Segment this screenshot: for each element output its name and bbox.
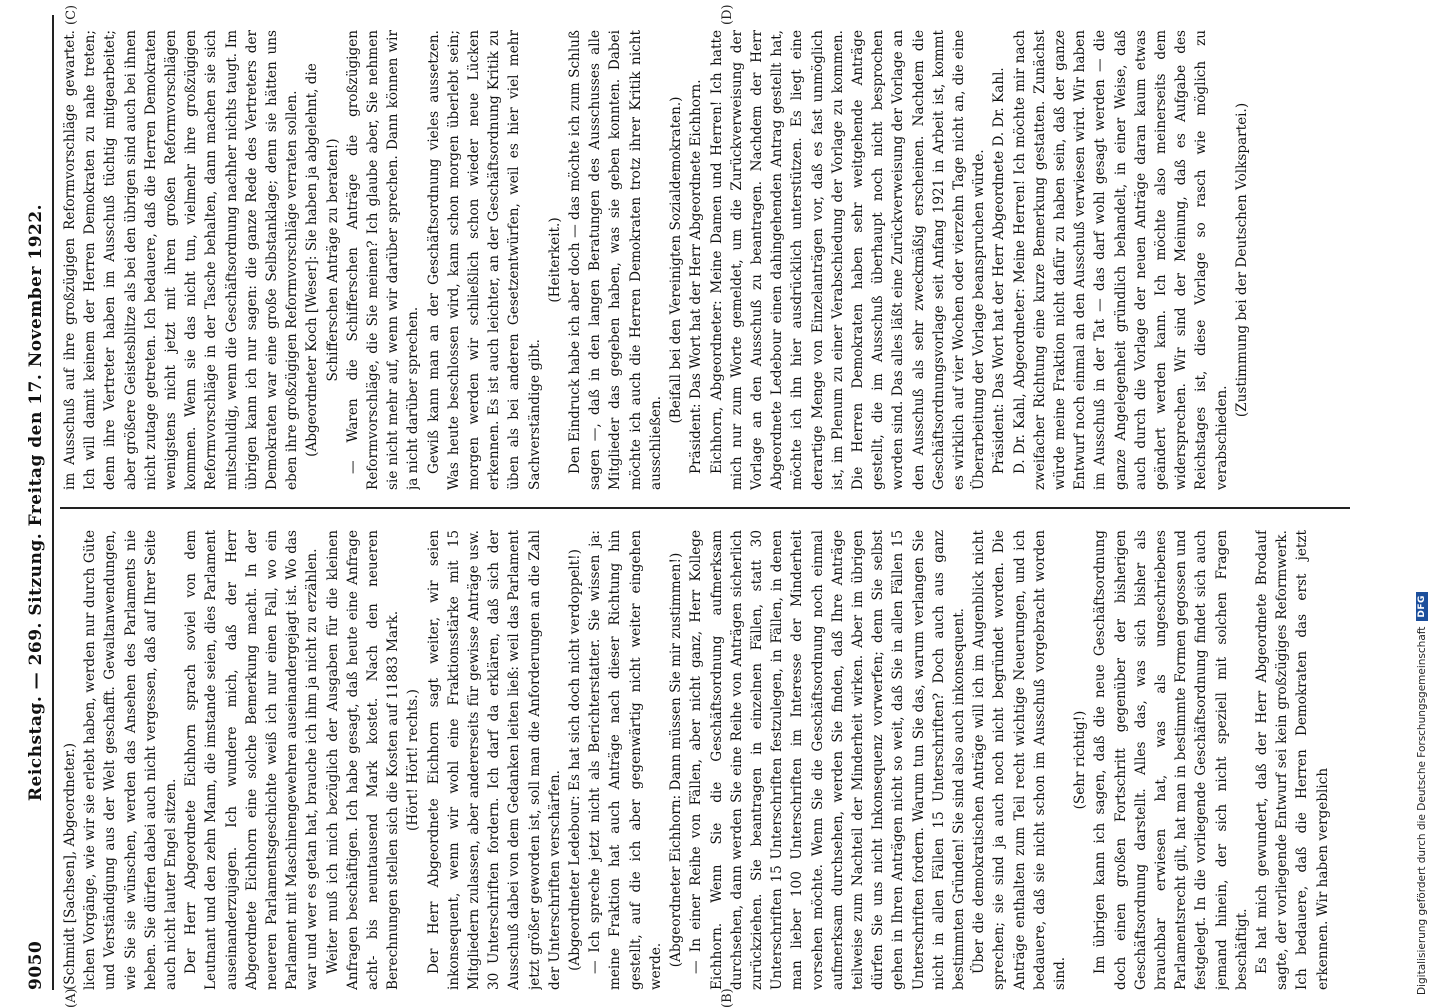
right-column-paragraph: Eichhorn, Abgeordneter: Meine Damen und Herren! Ich hatte mich nur zum Worte gemeldet, um die Zurückverweisung der Vorlage an den Ausschuß zu beantragen. Nachdem der Herr Abgeordnete Ledebour einen dahingehenden Antrag gestellt hat, möchte ich ihn hier ausdrücklich unterstützen. Es liegt eine derartige Menge von Einzelanträgen vor, daß es fast unmöglich ist, im Plenum zu einer Verabschiedung der Vorlage zu kommen. Die Herren Demokraten haben sehr weitgehende Anträge gestellt, die im Ausschuß überhaupt noch nicht besprochen worden sind. Das alles läßt eine Zurückverweisung der Vorlage an den Ausschuß als sehr zweckmäßig erscheinen. Nachdem die Geschäftsordnungsvorlage seit Anfang 1921 in Arbeit ist, kommt es wirklich auf vier Wochen oder vierzehn Tage nicht an, die eine Überarbeitung der Vorlage beanspruchen würde.: [708, 30, 988, 490]
left-column-paragraph: Über die demokratischen Anträge will ich im Augenblick nicht sprechen; sie sind ja auch noch nicht begründet worden. Die Anträge enthalten zum Teil recht wichtige Neuerungen, und ich bedauere, daß sie nicht schon im Ausschuß vorgebracht worden sind.: [971, 530, 1068, 990]
right-column: [60, 30, 1360, 490]
running-head: [20, 15, 50, 990]
right-column-paragraph: D. Dr. Kahl, Abgeordneter: Meine Herren! Ich möchte mir nach zweifacher Richtung eine kurze Bemerkung gestatten. Zunächst würde meine Fraktion nicht dafür zu haben sein, daß der ganze Entwurf noch einmal an den Ausschuß verwiesen wird. Wir haben im Ausschuß in der Tat — das darf wohl gesagt werden — die ganze Angelegenheit gründlich behandelt, in einer Weise, daß auch durch die Vorlage der neuen Anträge daran kaum etwas geändert werden kann. Ich möchte also meinerseits dem widersprechen. Wir sind der Meinung, daß es Aufgabe des Reichstages ist, diese Vorlage so rasch wie möglich zu verabschieden.: [1011, 30, 1230, 490]
left-column-paragraph: Im übrigen kann ich sagen, daß die neue Geschäftsordnung doch einen großen Fortschritt gegenüber der bisherigen Geschäftsordnung darstellt. Alles das, was sich bisher als brauchbar erwiesen hat, was als ungeschriebenes Parlamentsrecht gilt, hat man in bestimmte Formen gegossen und festgelegt. In die vorliegende Geschäftsordnung findet sich auch jemand hinein, der sich nicht speziell mit solchen Fragen beschäftigt.: [1092, 530, 1250, 990]
right-column-paragraph: (Beifall bei den Vereinigten Sozialdemokraten.): [668, 96, 685, 424]
digitization-credit: [1416, 592, 1428, 995]
left-column-paragraph: Es hat mich gewundert, daß der Herr Abgeordnete Brodauf sagte, der vorliegende Entwurf sei kein großzügiges Reformwerk. Ich bedauere, daß die Herren Demokraten das erst jetzt erkennen. Wir haben vergeblich: [1253, 530, 1331, 990]
page-number: 9050: [26, 940, 46, 990]
credit-text: Digitalisierung gefördert durch die Deutsche Forschungsgemeinschaft: [1416, 626, 1428, 995]
left-column-paragraph: (Abgeordneter Eichhorn: Dann müssen Sie mir zustimmen!): [668, 552, 685, 968]
column-separator: [60, 507, 1350, 509]
left-column-paragraph: lichen Vorgänge, wie wir sie erlebt haben, werden nur durch Güte und Verständigung aus der Welt geschafft. Gewaltanwendungen, wie Sie sie wünschen, werden das Ansehen des Parlaments nie heben. Sie dürfen dabei auch nicht vergessen, daß auf Ihrer Seite auch nicht lauter Engel sitzen.: [82, 530, 180, 990]
left-column: [60, 530, 1360, 990]
header-rule: [52, 15, 54, 990]
margin-marker-d: (D): [720, 4, 735, 25]
left-column-paragraph: Weiter muß ich mich bezüglich der Ausgaben für die kleinen Anfragen beschäftigen. Ich habe gesagt, daß heute eine Anfrage acht- bis neuntausend Mark kostet. Nach den neueren Berechnungen stellen sich die Kosten auf 11883 Mark.: [324, 530, 402, 990]
right-column-paragraph: — Waren die Schifferschen Anträge die großzügigen Reformvorschläge, die Sie meinen? Ich glaube aber, Sie nehmen sie nicht mehr auf, wenn wir darüber sprechen. Dann können wir ja nicht darüber sprechen.: [344, 30, 422, 490]
left-column-paragraph: (Abgeordneter Ledebour: Es hat sich doch nicht verdoppelt!): [567, 549, 584, 971]
right-column-paragraph: (Zustimmung bei der Deutschen Volkspartei.): [1233, 102, 1250, 418]
right-column-paragraph: Präsident: Das Wort hat der Herr Abgeordnete Eichhorn.: [688, 79, 705, 474]
margin-marker-c: (C): [64, 4, 79, 25]
right-column-paragraph: Den Eindruck habe ich aber doch — das möchte ich zum Schluß sagen —, daß in den langen Beratungen des Ausschusses alle Mitglieder das gegeben haben, was sie geben konnten. Dabei möchte ich auch die Herren Demokraten trotz ihrer Kritik nicht ausschließen.: [567, 30, 664, 490]
left-column-paragraph: (Schmidt [Sachsen], Abgeordneter.): [62, 742, 78, 990]
left-column-paragraph: (Sehr richtig!): [1072, 710, 1089, 810]
margin-marker-a: (A): [64, 988, 79, 1008]
left-column-paragraph: — Ich spreche jetzt nicht als Berichterstatter. Sie wissen ja: meine Fraktion hat auch Anträge nach dieser Richtung hin gestellt, auf die ich aber gegenwärtig nicht weiter eingehen werde.: [587, 530, 664, 990]
left-column-paragraph: Der Herr Abgeordnete Eichhorn sagt weiter, wir seien inkonsequent, wenn wir wohl eine Fraktionsstärke mit 15 Mitgliedern zulassen, aber andererseits für gewisse Anträge usw. 30 Unterschriften fordern. Ich darf da erklären, daß sich der Ausschuß dabei von dem Gedanken leiten ließ: weil das Parlament jetzt größer geworden ist, soll man die Anforderungen an die Zahl der Unterschriften verschärfen.: [425, 530, 563, 990]
dfg-logo: DFG: [1416, 592, 1428, 621]
right-column-paragraph: Gewiß kann man an der Geschäftsordnung vieles aussetzen. Was heute beschlossen wird, kann schon morgen überlebt sein; morgen werden wir schließlich schon wieder neue Lücken erkennen. Es ist auch leichter, an der Geschäftsordnung Kritik zu üben als bei anderen Gesetzentwürfen, weil es hier viel mehr Sachverständige gibt.: [425, 30, 543, 490]
right-column-paragraph: (Abgeordneter Koch [Weser]: Sie haben ja abgelehnt, die Schifferschen Anträge zu beraten!): [304, 63, 341, 457]
right-column-paragraph: (Heiterkeit.): [546, 217, 563, 303]
scanned-page: [20, 4, 1380, 1008]
left-column-paragraph: (Hört! Hört! rechts.): [405, 689, 422, 831]
margin-marker-b: (B): [720, 988, 735, 1008]
page-title: Reichstag. — 269. Sitzung. Freitag den 17. November 1922.: [26, 203, 46, 802]
right-column-paragraph: Präsident: Das Wort hat der Herr Abgeordnete D. Dr. Kahl.: [991, 67, 1008, 474]
left-column-paragraph: Der Herr Abgeordnete Eichhorn sprach soviel von dem Leutnant und den zehn Mann, die imstande seien, dies Parlament auseinanderzujagen. Ich wundere mich, daß der Herr Abgeordnete Eichhorn eine solche Bemerkung macht. In der neueren Parlamentsgeschichte weiß ich nur einen Fall, wo ein Parlament mit Maschinengewehren auseinandergejagt ist. Wo das war und wer es getan hat, brauche ich ihm ja nicht zu erzählen.: [183, 530, 321, 990]
right-column-paragraph: im Ausschuß auf ihre großzügigen Reformvorschläge gewartet. Ich will damit keinem der Herren Demokraten zu nahe treten; denn ihre Vertreter haben im Ausschuß tüchtig mitgearbeitet; aber größere Geistesblitze als bei den übrigen sind auch bei ihnen nicht zutage getreten. Ich bedauere, daß die Herren Demokraten wenigstens nicht jetzt mit ihren großen Reformvorschlägen kommen. Wenn sie das nicht tun, vielmehr ihre großzügigen Reformvorschläge in der Tasche behalten, dann machen sie sich mitschuldig, wenn die Geschäftsordnung nachher nichts taugt. Im übrigen kann ich nur sagen: die ganze Rede des Vertreters der Demokraten war eine große Selbstanklage; denn sie hätten uns eben ihre großzügigen Reformvorschläge verraten sollen.: [62, 30, 301, 490]
left-column-paragraph: — In einer Reihe von Fällen, aber nicht ganz, Herr Kollege Eichhorn. Wenn Sie die Geschäftsordnung aufmerksam durchsehen, dann werden Sie eine Reihe von Anträgen sicherlich zurückziehen. Sie beantragen in einzelnen Fällen, statt 30 Unterschriften 15 Unterschriften festzulegen, in Fällen, in denen man lieber 100 Unterschriften im Interesse der Minderheit vorsehen möchte. Wenn Sie die Geschäftsordnung noch einmal aufmerksam durchsehen, werden Sie finden, daß Ihre Anträge teilweise zum Nachteil der Minderheit wirken. Aber im übrigen dürfen Sie uns nicht Inkonsequenz vorwerfen; denn Sie selbst gehen in Ihren Anträgen nicht so weit, daß Sie in allen Fällen 15 Unterschriften fordern. Warum tun Sie das, warum verlangen Sie nicht in allen Fällen 15 Unterschriften? Doch auch aus ganz bestimmten Gründen! Sie sind also auch inkonsequent.: [688, 530, 967, 990]
